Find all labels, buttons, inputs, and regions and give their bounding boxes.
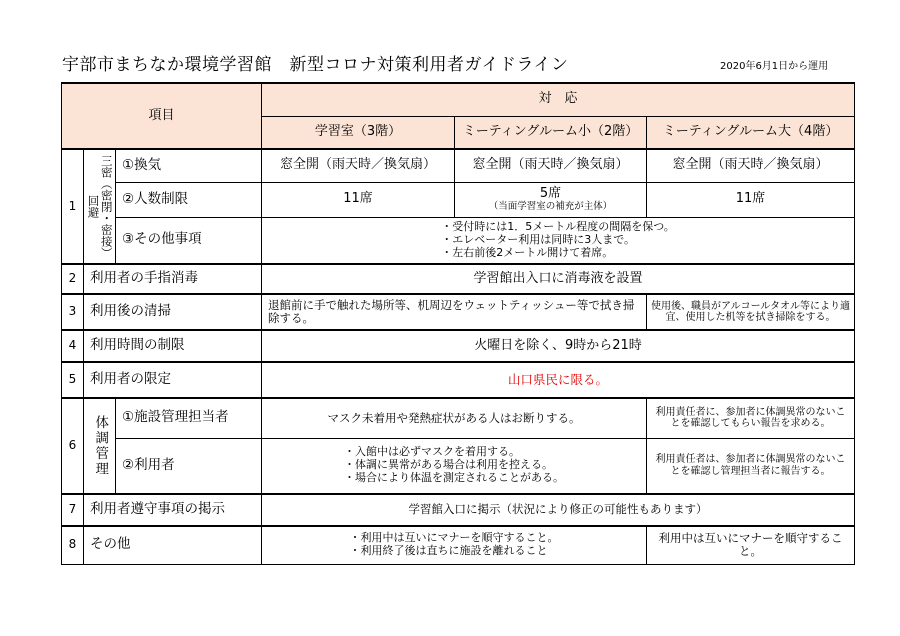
user-rules-list [344, 445, 564, 485]
cell-ventilation-room1: 窓全開（雨天時／換気扇） [262, 149, 455, 182]
cell-ventilation-room2: 窓全開（雨天時／換気扇） [455, 149, 647, 182]
capacity-room2-note: （当面学習室の補充が主体） [488, 200, 613, 212]
header-response: 対 応 [262, 83, 855, 116]
guideline-table [61, 82, 855, 565]
effective-date: 2020年6月1日から運用 [720, 61, 829, 72]
row-number: 4 [62, 330, 84, 362]
item-hand-disinfection: 利用者の手指消毒 [84, 264, 262, 294]
row-number: 1 [62, 149, 84, 264]
other-line: ・利用中は互いにマナーを順守すること。 [349, 531, 559, 545]
other-line: ・利用終了後は直ちに施設を離れること [349, 544, 548, 558]
row-number: 5 [62, 362, 84, 398]
item-cleaning: 利用後の清掃 [84, 294, 262, 330]
cell-user-room3: 利用責任者は、参加者に体調異常のないことを確認し管理担当者に報告する。 [647, 438, 855, 494]
cell-capacity-room2 [455, 182, 647, 217]
cell-time-limit: 火曜日を除く、9時から21時 [262, 330, 855, 362]
cell-cleaning-main: 退館前に手で触れた場所等、机周辺をウェットティッシュー等で拭き掃除する。 [262, 294, 647, 330]
row-number: 8 [62, 526, 84, 564]
item-other: その他 [84, 526, 262, 564]
other-matters-line: ・受付時には1．5メートル程度の間隔を保つ。 [441, 219, 675, 233]
user-rule-line: ・体調に異常がある場合は利用を控える。 [344, 458, 554, 472]
other-matters-line: ・左右前後2メートル開けて着席。 [441, 245, 614, 259]
header-room-small: ミーティングルーム小（2階） [455, 116, 647, 149]
cell-hand-disinfection: 学習館出入口に消毒液を設置 [262, 264, 855, 294]
cell-other-matters [262, 217, 855, 264]
cell-cleaning-room3: 使用後、職員がアルコールタオル等により適宜、使用した机等を拭き掃除をする。 [647, 294, 855, 330]
header-room-study: 学習室（3階） [262, 116, 455, 149]
item-time-limit: 利用時間の制限 [84, 330, 262, 362]
item-facility-manager: ①施設管理担当者 [116, 398, 262, 438]
group-three-c-label: 三密（密閉・密接）回避 [86, 154, 114, 259]
row-number: 7 [62, 494, 84, 526]
capacity-room2-value: 5席 [539, 185, 562, 201]
cell-facility-manager-room3: 利用責任者に、参加者に体調異常のないことを確認してもらい報告を求める。 [647, 398, 855, 438]
item-user-restriction: 利用者の限定 [84, 362, 262, 398]
header-item: 項目 [62, 83, 262, 149]
row-number: 6 [62, 398, 84, 494]
item-rules-posting: 利用者遵守事項の掲示 [84, 494, 262, 526]
item-ventilation: ①換気 [116, 149, 262, 182]
group-health-label: 体調管理 [92, 415, 109, 477]
cell-user-main [262, 438, 647, 494]
other-matters-list [441, 220, 675, 260]
cell-rules-posting: 学習館入口に掲示（状況により修正の可能性もあります） [262, 494, 855, 526]
user-rule-line: ・入館中は必ずマスクを着用する。 [344, 445, 521, 459]
group-three-c [84, 149, 116, 264]
other-list [350, 531, 559, 557]
other-matters-line: ・エレベーター利用は同時に3人まで。 [441, 232, 636, 246]
item-user: ②利用者 [116, 438, 262, 494]
cell-capacity-room3: 11席 [647, 182, 855, 217]
item-capacity: ②人数制限 [116, 182, 262, 217]
cell-facility-manager-main: マスク未着用や発熱症状がある人はお断りする。 [262, 398, 647, 438]
cell-capacity-room1: 11席 [262, 182, 455, 217]
user-rule-line: ・場合により体温を測定されることがある。 [344, 471, 565, 485]
header-room-large: ミーティングルーム大（4階） [647, 116, 855, 149]
row-number: 3 [62, 294, 84, 330]
cell-user-restriction: 山口県民に限る。 [262, 362, 855, 398]
group-health-management [84, 398, 116, 494]
cell-other-room3: 利用中は互いにマナーを順守すること。 [647, 526, 855, 564]
page-title: 宇部市まちなか環境学習館 新型コロナ対策利用者ガイドライン [62, 55, 569, 75]
cell-ventilation-room3: 窓全開（雨天時／換気扇） [647, 149, 855, 182]
cell-other-main [262, 526, 647, 564]
row-number: 2 [62, 264, 84, 294]
item-other-matters: ③その他事項 [116, 217, 262, 264]
